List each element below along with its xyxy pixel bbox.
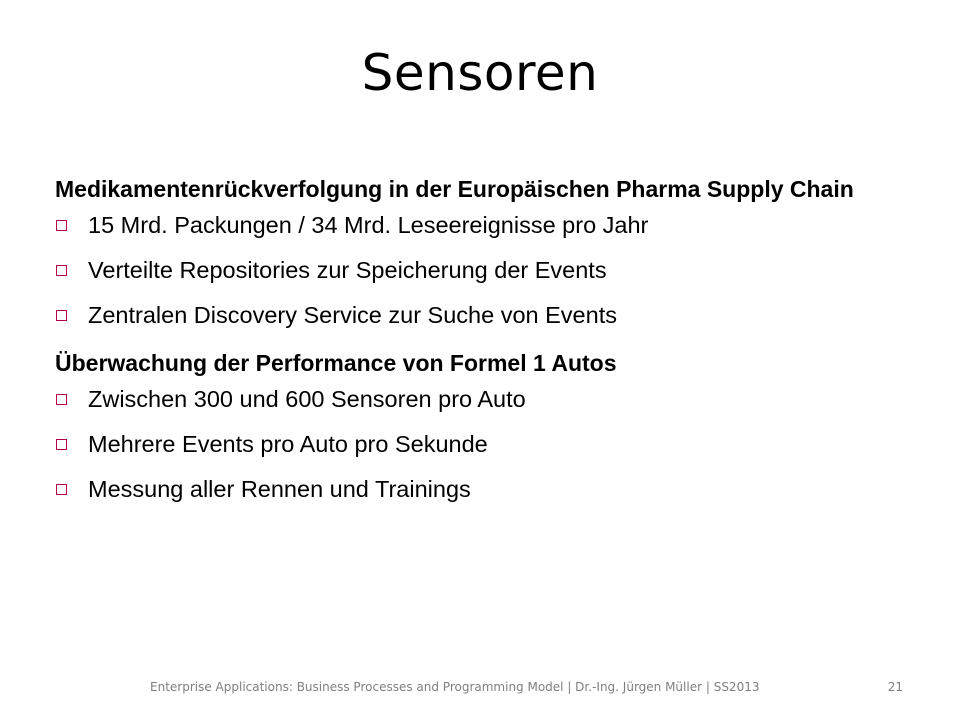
bullet-text: Zentralen Discovery Service zur Suche von Events (88, 302, 617, 328)
list-item (55, 474, 935, 504)
page-number: 21 (887, 680, 903, 694)
square-outline-icon (56, 484, 67, 495)
section-heading: Überwachung der Performance von Formel 1 Autos (55, 350, 617, 376)
bullet-text: Zwischen 300 und 600 Sensoren pro Auto (88, 386, 526, 412)
list-item (55, 255, 935, 285)
bullet-list (55, 210, 935, 330)
square-outline-icon (56, 310, 67, 321)
list-item (55, 429, 935, 459)
slide-title: Sensoren (361, 44, 599, 102)
section-formula1 (55, 346, 935, 504)
bullet-list (55, 384, 935, 504)
square-outline-icon (56, 265, 67, 276)
list-item (55, 210, 935, 240)
slide-content (55, 172, 935, 520)
square-outline-icon (56, 439, 67, 450)
slide-footer: Enterprise Applications: Business Processes and Programming Model | Dr.-Ing. Jürgen Müller | SS2013 (150, 680, 760, 694)
section-pharma (55, 172, 935, 330)
square-outline-icon (56, 394, 67, 405)
bullet-text: Messung aller Rennen und Trainings (88, 476, 471, 502)
square-outline-icon (56, 220, 67, 231)
list-item (55, 384, 935, 414)
bullet-text: 15 Mrd. Packungen / 34 Mrd. Leseereignisse pro Jahr (88, 212, 649, 238)
list-item (55, 300, 935, 330)
bullet-text: Verteilte Repositories zur Speicherung der Events (88, 257, 607, 283)
section-heading: Medikamentenrückverfolgung in der Europäischen Pharma Supply Chain (55, 176, 854, 202)
bullet-text: Mehrere Events pro Auto pro Sekunde (88, 431, 488, 457)
